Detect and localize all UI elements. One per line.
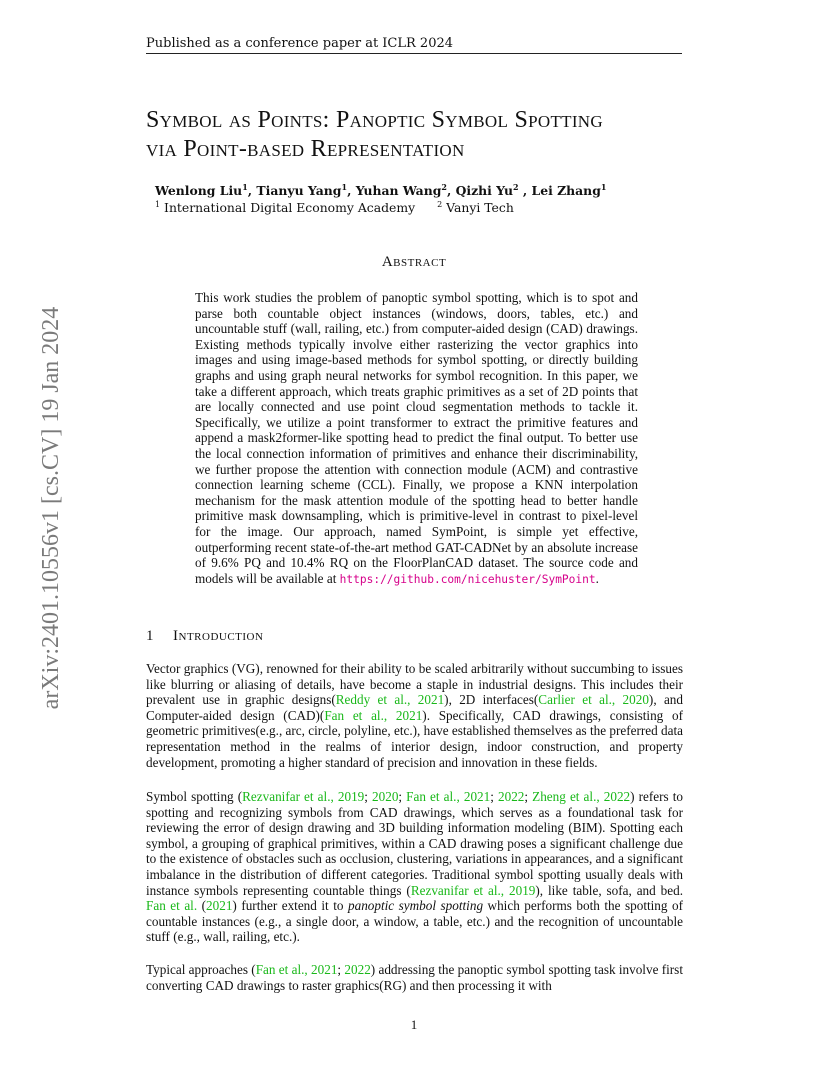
body-text: ), and Computer-aided design (CAD)( (146, 692, 683, 723)
citation-link[interactable]: 2021 (206, 898, 233, 914)
body-text: ), 2D interfaces( (444, 692, 539, 708)
affiliation-mark: 2 (437, 199, 443, 209)
body-text: ), like table, sofa, and bed. (535, 882, 683, 898)
citation-link[interactable]: 2022 (344, 962, 371, 977)
author-name: Tianyu Yang (256, 183, 342, 198)
citation-link[interactable]: Fan et al., 2021 (324, 707, 423, 723)
affiliation-name: Vanyi Tech (446, 200, 514, 215)
abstract-text: This work studies the problem of panoptic symbol spotting, which is to spot and parse both countable object instances (windows, doors, tables, etc.) and uncountable stuff (wall, railing, etc.) from computer-aided design (CAD) drawings. Existing methods typically involve either rasterizing the vector graphics into images and using image-based methods for symbol spotting, or directly building graphs and using graph neural networks for symbol recognition. In this paper, we take a different approach, which treats graphic primitives as a set of 2D points that are locally connected and use point cloud segmentation methods to tackle it. Specifically, we utilize a point transformer to extract the primitive features and append a mask2former-like spotting head to predict the final output. To better use the local connection information of primitives and enhance their discriminability, we further propose the attention with connection module (ACM) and contrastive connection learning scheme (CCL). Finally, we propose a KNN interpolation mechanism for the mask attention module of the spotting head to better handle primitive mask downsampling, which is primitive-level in contrast to pixel-level for the image. Our approach, named SymPoint, is simple yet effective, outperforming recent state-of-the-art method GAT-CADNet by an absolute increase of 9.6% PQ and 10.4% RQ on the FloorPlanCAD dataset. The source code and models will be available at (195, 290, 638, 586)
citation-link[interactable]: Zheng et al., 2022 (532, 789, 631, 804)
citation-link[interactable]: 2020 (372, 789, 399, 804)
body-text: Typical approaches ( (146, 962, 256, 977)
emphasized-term: panoptic symbol spotting (348, 898, 484, 914)
affiliation-list (155, 200, 514, 215)
citation-link[interactable]: Fan et al. (146, 898, 198, 914)
header-rule (146, 53, 682, 54)
intro-paragraph-2 (146, 789, 683, 945)
author-name: Lei Zhang (531, 183, 601, 198)
author-list: Wenlong Liu$^1$, Tianyu Yang$^1$, Yuhan Wang$^2$, Qizhi Yu$^2$ , Lei Zhang$^1$ (155, 181, 607, 198)
affiliation-name: International Digital Economy Academy (164, 200, 416, 215)
citation-link[interactable]: Rezvanifar et al., 2019 (242, 789, 365, 804)
body-text: which performs both the spotting of countable instances (e.g., a single door, a window, a table, etc.) and the recognition of uncountable stuff (e.g., wall, railing, etc.). (146, 898, 683, 945)
citation-link[interactable]: Rezvanifar et al., 2019 (410, 882, 536, 898)
page-number: 1 (410, 1017, 418, 1032)
abstract-heading: Abstract (381, 254, 447, 270)
body-text: ) refers to spotting and recognizing symbols from CAD drawings, which serves as a foundational task for reviewing the error of design drawing and 3D building information modeling (BIM). Spotting each symbol, a grouping of graphical primitives, within a CAD drawing poses a significant challenge due to the existence of obstacles such as occlusion, clustering, variations in appearances, and a significant imbalance in the distribution of different categories. Traditional symbol spotting usually deals with instance symbols representing countable things ( (146, 789, 683, 898)
section-number: 1 (146, 628, 154, 644)
title-line-2: via Point-based Representation (146, 136, 465, 162)
body-text: ( (197, 898, 207, 914)
body-text: ) addressing the panoptic symbol spotting task involve first converting CAD drawings to raster graphics(RG) and then processing it with (146, 962, 683, 993)
intro-paragraph-1 (146, 661, 683, 770)
body-text: ; (398, 789, 407, 804)
body-text: ) further extend it to (232, 898, 348, 914)
citation-link[interactable]: Carlier et al., 2020 (538, 692, 649, 708)
body-text: ; (490, 789, 499, 804)
paper-title (146, 106, 706, 164)
author-name: Wenlong Liu (155, 183, 243, 198)
intro-paragraph-3 (146, 962, 683, 993)
section-title: Introduction (173, 628, 264, 644)
abstract-end: . (595, 570, 599, 586)
running-header: Published as a conference paper at ICLR 2024 (146, 36, 454, 51)
arxiv-identifier: arXiv:2401.10556v1 [cs.CV] 19 Jan 2024 (38, 306, 64, 710)
citation-link[interactable]: Fan et al., 2021 (406, 789, 491, 804)
body-text: ). Specifically, CAD drawings, consisting of geometric primitives(e.g., arc, circle, polyline, etc.), have established themselves as the preferred data representation method in the realms of interior design, indoor construction, and property development, promoting a higher standard of precision and innovation in these fields. (146, 707, 683, 770)
author-affil-mark: 2 (512, 181, 519, 192)
code-repository-link[interactable]: https://github.com/nicehuster/SymPoint (339, 572, 596, 586)
body-text: ; (364, 789, 373, 804)
author-name: Yuhan Wang (355, 183, 442, 198)
abstract-body (195, 290, 638, 587)
citation-link[interactable]: Fan et al., 2021 (255, 962, 338, 977)
author-affil-mark: 1 (341, 181, 348, 192)
author-affil-mark: 1 (600, 181, 607, 192)
body-text: ; (337, 962, 345, 977)
body-text: Vector graphics (VG), renowned for their ability to be scaled arbitrarily without succumbing to issues like blurring or aliasing of details, have become a staple in industrial designs. This includes their prevalent use in graphic designs( (146, 661, 683, 708)
author-affil-mark: 2 (441, 181, 447, 192)
section-heading-introduction (146, 628, 263, 645)
body-text: ; (524, 789, 533, 804)
author-affil-mark: 1 (242, 181, 248, 192)
title-line-1: Symbol as Points: Panoptic Symbol Spotting (146, 107, 603, 133)
affiliation-mark: 1 (155, 199, 161, 209)
citation-link[interactable]: Reddy et al., 2021 (335, 692, 445, 708)
author-name: Qizhi Yu (455, 183, 513, 198)
body-text: Symbol spotting ( (146, 789, 243, 804)
citation-link[interactable]: 2022 (498, 789, 525, 804)
